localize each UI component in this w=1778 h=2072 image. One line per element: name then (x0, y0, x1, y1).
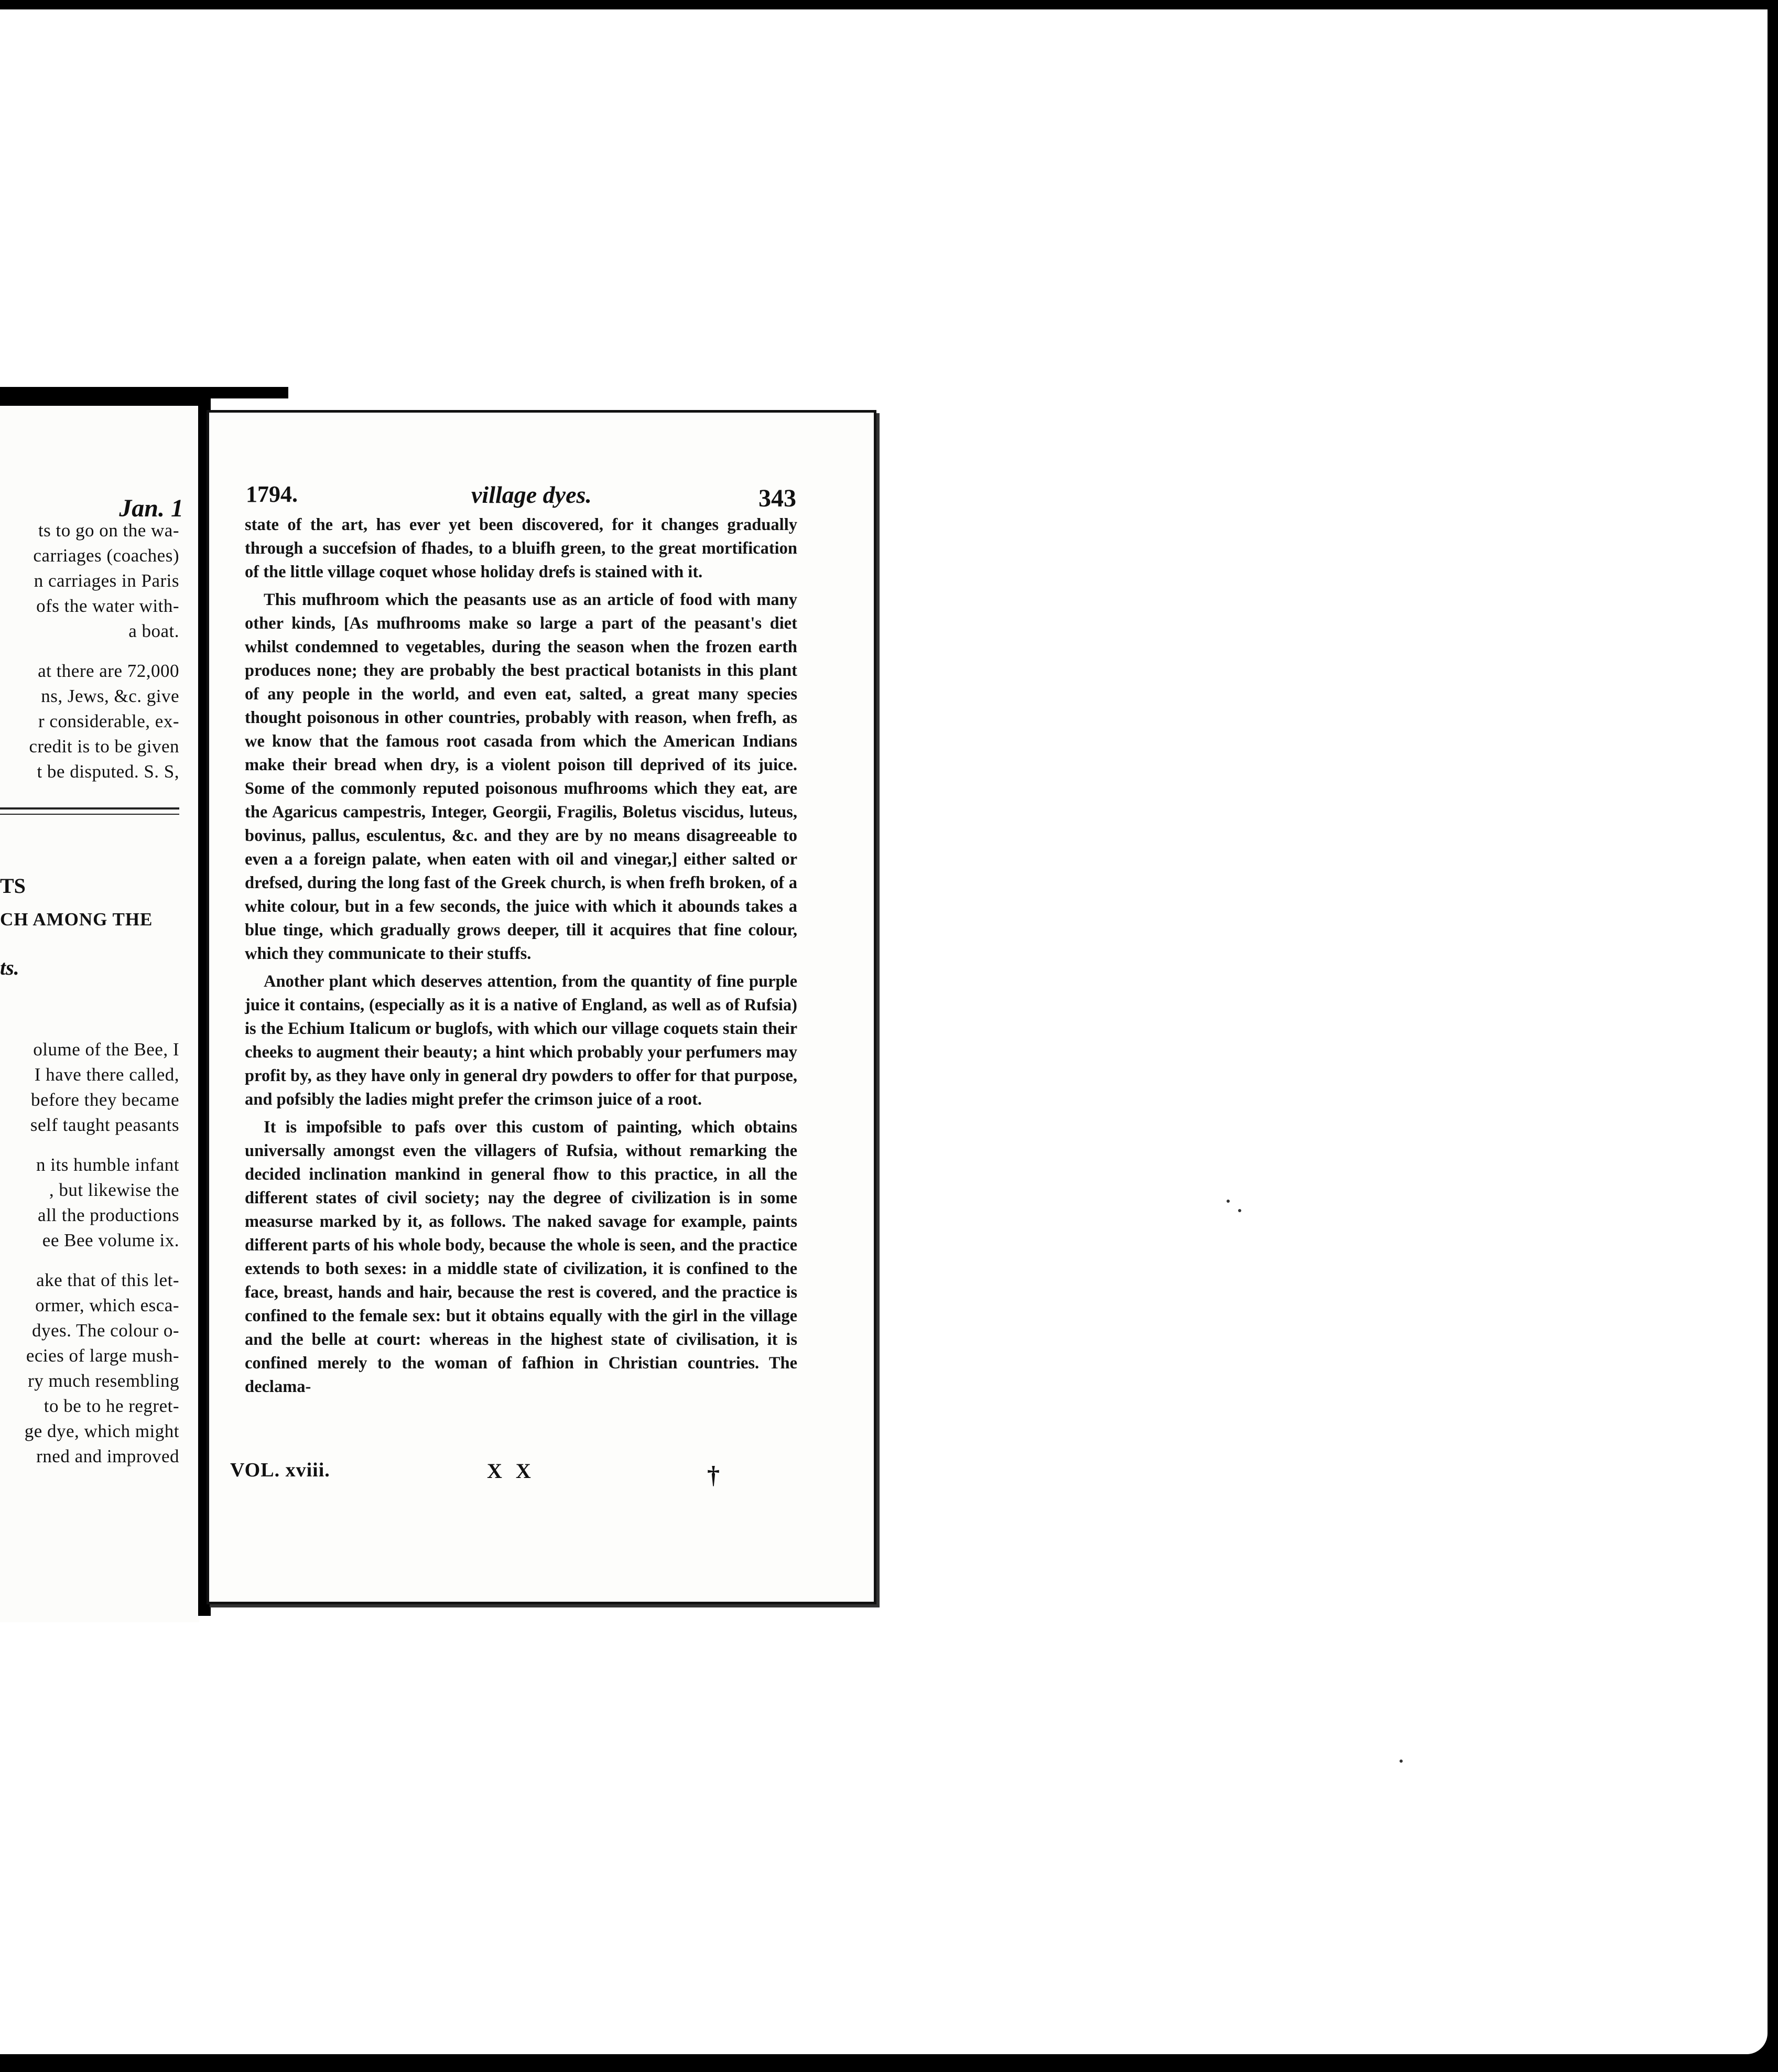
right-page (207, 410, 876, 1604)
left-text-line: a boat. (128, 621, 179, 641)
left-text-line: credit is to be given (29, 736, 179, 757)
page-footer (225, 1459, 801, 1490)
left-text-line: ormer, which esca- (35, 1295, 179, 1315)
header-running-title: village dyes. (471, 481, 592, 508)
paragraph: It is impofsible to pafs over this custom of painting, which obtains universally amongst even the villagers of Rufsia, without remarking the decided inclination mankind in general fhow to this practice, in all the different states of civil society; nay the degree of civilization is in some measurse marked by it, as follows. The naked savage for example, paints different parts of his whole body, because the whole is seen, and the practice extends to both sexes: in a middle state of civilization, it is confined to the face, breast, hands and hair, because the rest is covered, and the practice is confined to the female sex: but it obtains equally with the girl in the village and the belle at court: whereas in the highest state of civilisation, it is confined merely to the woman of fafhion in Christian countries. The declama- (245, 1118, 797, 1396)
body-text (245, 513, 797, 1399)
section-rule (0, 814, 179, 815)
left-text-line: olume of the Bee, I (33, 1039, 179, 1060)
header-year: 1794. (246, 481, 298, 507)
left-section-subtitle: CH AMONG THE (0, 909, 153, 930)
left-text-line: ecies of large mush- (26, 1345, 179, 1366)
volume-label: VOL. xviii. (230, 1459, 330, 1481)
paragraph: state of the art, has ever yet been discovered, for it changes gradually through a succefsion of fhades, to a bluifh green, to the great mortification of the little village coquet whose holiday drefs is stained with it. (245, 515, 797, 581)
signature-mark: X X (487, 1459, 535, 1483)
left-text-line: dyes. The colour o- (31, 1320, 179, 1341)
scan-speck (1238, 1209, 1241, 1212)
left-section-byline: ts. (0, 956, 19, 979)
left-text-line: carriages (coaches) (33, 545, 179, 566)
scan-speck (1400, 1760, 1403, 1763)
left-text-line: , but likewise the (49, 1180, 179, 1200)
left-text-line: to be to he regret- (44, 1396, 179, 1416)
dagger-mark: † (707, 1461, 720, 1489)
left-text-line: ry much resembling (28, 1370, 179, 1391)
paragraph: Another plant which deserves attention, from the quantity of fine purple juice it contains, (especially as it is a native of England, as well as of Rufsia) is the Echium Italicum or buglofs, with which our village coquets stain their cheeks to augment their beauty; a hint which probably your perfumers may profit by, as they have only in general dry powders to offer for that purpose, and pofsibly the ladies might prefer the crimson juice of a root. (245, 972, 797, 1109)
binding-edge-top (0, 387, 288, 398)
left-text-line: n its humble infant (36, 1154, 179, 1175)
left-text-line: n carriages in Paris (34, 570, 179, 591)
left-section-title: TS (0, 874, 26, 898)
left-text-line: rned and improved (36, 1446, 179, 1466)
left-text-line: self taught peasants (30, 1115, 179, 1135)
paragraph: This mufhroom which the peasants use as an article of food with many other kinds, [As mufhrooms make so large a part of the peasant's diet whilst condemned to vegetables, during the season when the frozen earth produces none; they are probably the best practical botanists in this plant of any people in the world, and even eat, salted, a great many species thought poisonous in other countries, probably with reason, when frefh, as we know that the famous root casada from which the American Indians make their bread when dry, is a violent poison till deprived of its juice. Some of the commonly reputed poisonous mufhrooms which they eat, are the Agaricus campestris, Integer, Georgii, Fragilis, Boletus viscidus, luteus, bovinus, pallus, esculentus, &c. and they are by no means disagreeable to even a a foreign palate, when eaten with oil and vinegar,] either salted or drefsed, during the long fast of the Greek church, is when frefh broken, of a white colour, but in a few seconds, the juice with which it abounds takes a blue tinge, which gradually grows deeper, till it acquires that fine colour, which they communicate to their stuffs. (245, 590, 797, 963)
scan-speck (1227, 1200, 1230, 1203)
running-header (246, 481, 796, 512)
left-text-line: at there are 72,000 (38, 661, 179, 681)
left-page-header: Jan. 1 (119, 494, 183, 522)
left-text-line: ofs the water with- (36, 596, 179, 616)
left-text-line: I have there called, (34, 1064, 179, 1085)
left-text-line: ns, Jews, &c. give (41, 686, 179, 706)
left-text-line: ee Bee volume ix. (42, 1230, 179, 1250)
left-text-line: all the productions (37, 1205, 179, 1225)
section-rule (0, 807, 179, 810)
left-text-line: r considerable, ex- (38, 711, 179, 731)
left-text-line: ake that of this let- (36, 1270, 179, 1290)
left-text-line: t be disputed. S. S, (37, 761, 179, 782)
left-text-line: ts to go on the wa- (38, 520, 179, 541)
left-text-line: before they became (30, 1089, 179, 1110)
left-facing-page (0, 398, 199, 1622)
page-number: 343 (758, 484, 796, 512)
left-text-line: ge dye, which might (24, 1421, 179, 1441)
